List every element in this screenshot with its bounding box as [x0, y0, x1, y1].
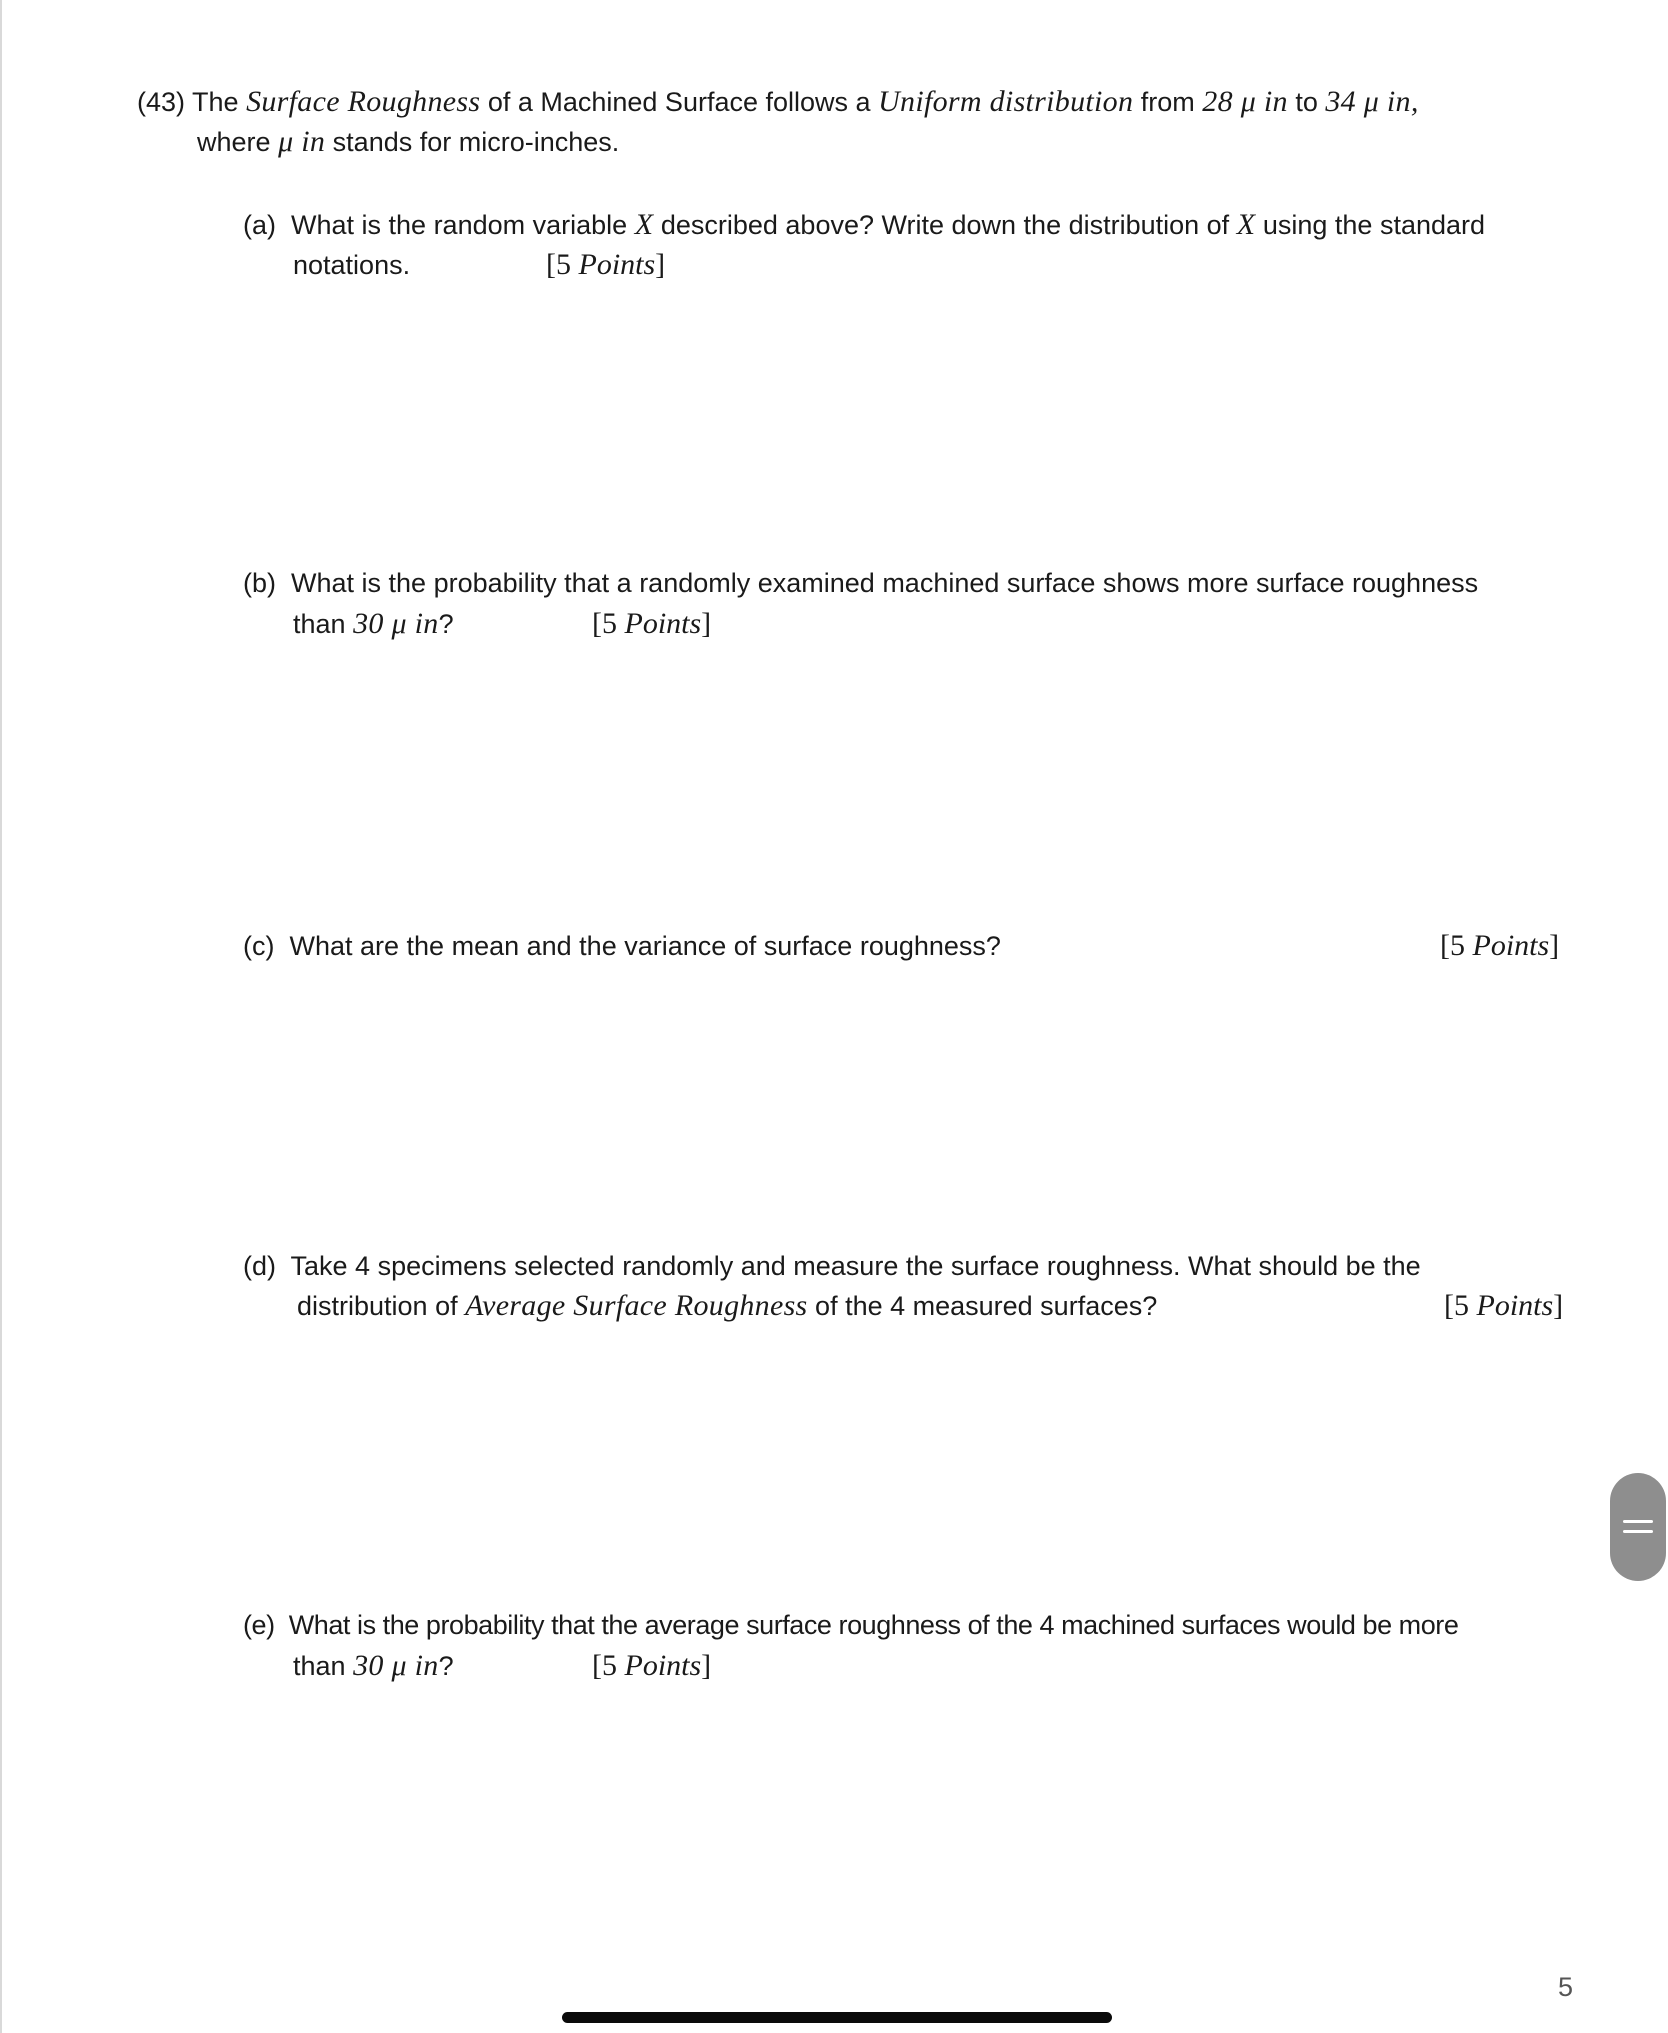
- part-a-label: (a): [243, 210, 276, 240]
- problem-text: where: [197, 127, 271, 157]
- points-word: Points: [624, 1649, 702, 1682]
- page-left-edge: [0, 0, 2, 2033]
- part-b-line-2: [293, 604, 454, 644]
- problem-text: to: [1295, 87, 1318, 117]
- points-bracket: ]: [701, 1649, 712, 1682]
- points-bracket: ]: [701, 607, 712, 640]
- part-b-text: than: [293, 609, 346, 639]
- part-d-text: distribution of: [297, 1291, 458, 1321]
- part-d-points: [1444, 1286, 1563, 1326]
- problem-text: The: [192, 87, 239, 117]
- part-c-text: What are the mean and the variance of surface roughness?: [289, 931, 1001, 961]
- problem-statement-line-1: [137, 82, 1419, 122]
- math-average-surface-roughness: Average Surface Roughness: [465, 1289, 808, 1322]
- problem-text: of a Machined Surface follows a: [487, 87, 871, 117]
- points-word: Points: [1472, 929, 1550, 962]
- problem-text: from: [1140, 87, 1195, 117]
- part-c-points: [1440, 926, 1559, 966]
- points-word: Points: [578, 248, 656, 281]
- part-a-text: notations.: [293, 250, 411, 280]
- part-c-line-1: [243, 926, 1001, 966]
- part-e-text: than: [293, 1651, 346, 1681]
- problem-text: stands for micro-inches.: [332, 127, 620, 157]
- points-number: [5: [592, 1649, 617, 1682]
- points-word: Points: [1476, 1289, 1554, 1322]
- math-upper-bound: 34 μ in,: [1325, 85, 1419, 118]
- part-b-text: What is the probability that a randomly examined machined surface shows more surface roughness: [291, 568, 1479, 598]
- part-e-label: (e): [243, 1610, 275, 1640]
- math-uniform-distribution: Uniform distribution: [878, 85, 1134, 118]
- part-a-text: What is the random variable: [291, 210, 628, 240]
- part-d-line-1: [243, 1246, 1421, 1286]
- part-e-text: What is the probability that the average surface roughness of the 4 machined surfaces would be more: [288, 1610, 1459, 1640]
- problem-statement-line-2: [197, 122, 619, 162]
- points-number: [5: [546, 248, 571, 281]
- part-e-line-2: [293, 1646, 454, 1686]
- math-lower-bound: 28 μ in: [1202, 85, 1288, 118]
- grip-lines-icon: [1623, 1518, 1653, 1536]
- math-micro-inch: μ in: [278, 125, 326, 158]
- part-b-label: (b): [243, 568, 276, 598]
- points-bracket: ]: [655, 248, 666, 281]
- part-a-line-2: [293, 245, 410, 285]
- part-a-text: using the standard: [1262, 210, 1486, 240]
- part-e-points: [592, 1646, 711, 1686]
- part-d-line-2: [297, 1286, 1157, 1326]
- part-d-text: Take 4 specimens selected randomly and measure the surface roughness. What should be the: [290, 1251, 1421, 1281]
- part-a-text: described above? Write down the distribution of: [660, 210, 1230, 240]
- part-d-text: of the 4 measured surfaces?: [815, 1291, 1158, 1321]
- problem-number: (43): [137, 87, 186, 117]
- math-surface-roughness: Surface Roughness: [246, 85, 481, 118]
- part-e-text: ?: [438, 1651, 454, 1681]
- part-a-points: [546, 245, 665, 285]
- math-threshold: 30 μ in: [353, 607, 439, 640]
- part-d-label: (d): [243, 1251, 276, 1281]
- points-bracket: ]: [1549, 929, 1560, 962]
- side-scroll-handle[interactable]: [1610, 1473, 1666, 1581]
- points-number: [5: [1440, 929, 1465, 962]
- math-x: X: [634, 208, 654, 241]
- points-bracket: ]: [1553, 1289, 1564, 1322]
- part-c-label: (c): [243, 931, 275, 961]
- part-a-line-1: [243, 205, 1485, 245]
- math-threshold: 30 μ in: [353, 1649, 439, 1682]
- points-number: [5: [1444, 1289, 1469, 1322]
- part-e-line-1: [243, 1605, 1458, 1645]
- part-b-text: ?: [438, 609, 454, 639]
- page-number: 5: [1558, 1972, 1574, 2002]
- points-number: [5: [592, 607, 617, 640]
- math-x: X: [1236, 208, 1256, 241]
- part-b-points: [592, 604, 711, 644]
- part-b-line-1: [243, 563, 1478, 603]
- home-indicator-bar[interactable]: [562, 2012, 1112, 2023]
- points-word: Points: [624, 607, 702, 640]
